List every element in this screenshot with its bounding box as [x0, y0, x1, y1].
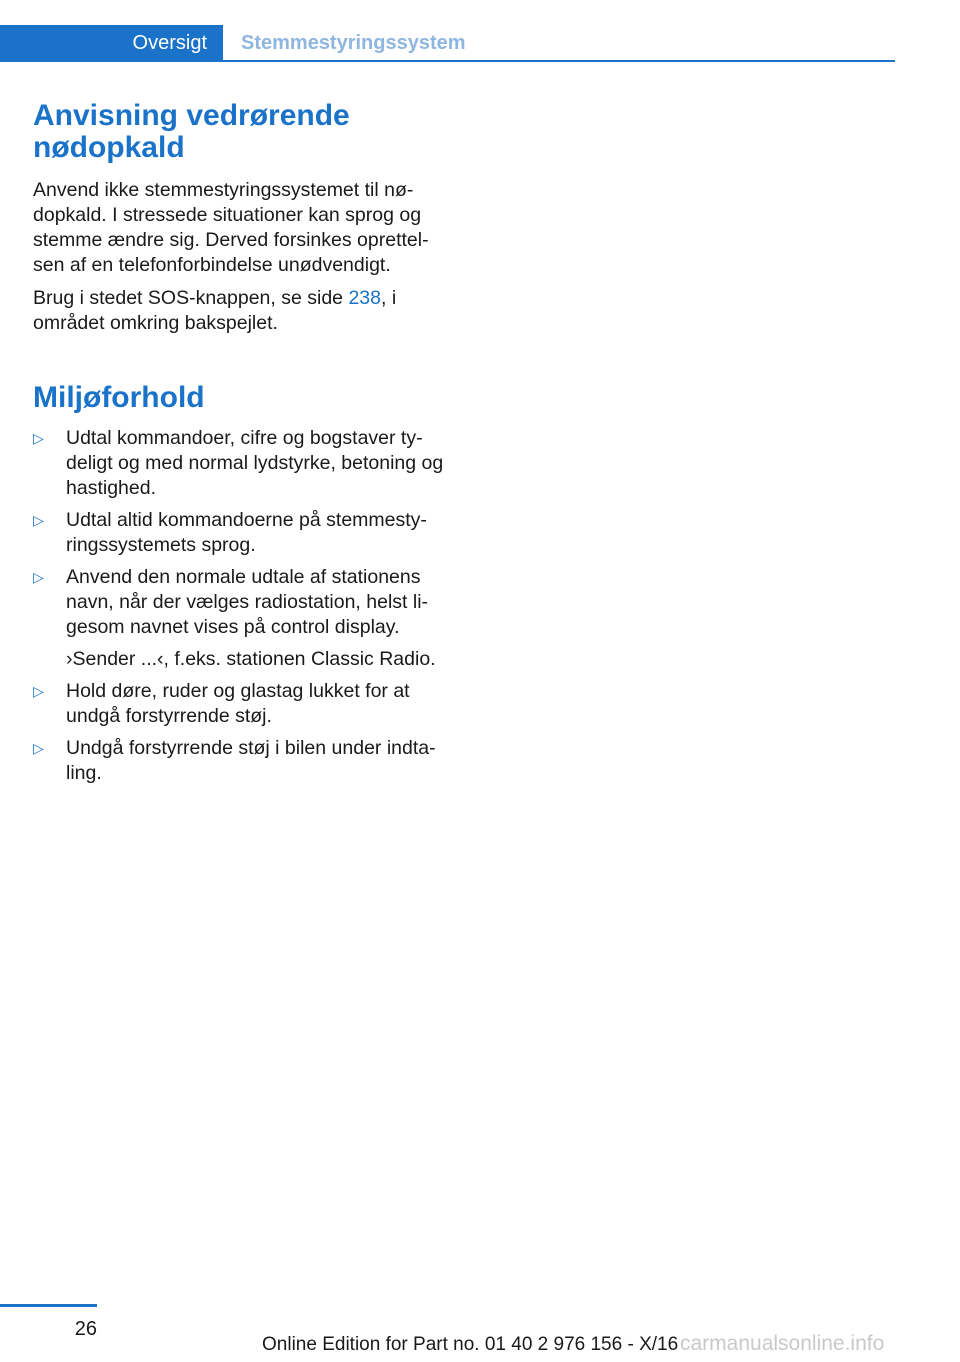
page-content	[33, 100, 453, 793]
list-item-example: ›Sender ...‹, f.eks. stationen Classic Radio.	[66, 648, 436, 670]
watermark: carmanualsonline.info	[680, 1332, 885, 1355]
page-number: 26	[74, 1318, 97, 1340]
header-divider	[0, 60, 895, 62]
list-item-text: Udtal kommandoer, cifre og bogstaver tydeligt og med normal lydstyrke, betoning og hastighed.	[66, 427, 444, 499]
triangle-bullet-icon: ▷	[33, 430, 44, 446]
list-item	[33, 565, 453, 672]
footer-divider	[0, 1304, 97, 1307]
triangle-bullet-icon: ▷	[33, 740, 44, 756]
section-title-emergency: Anvisning vedrørende nødopkald	[33, 99, 350, 164]
list-item	[33, 426, 453, 501]
tab-stemmestyringssystem[interactable]: Stemmestyringssystem	[241, 32, 466, 54]
triangle-bullet-icon: ▷	[33, 512, 44, 528]
list-item-text: Hold døre, ruder og glastag lukket for at undgå forstyrrende støj.	[66, 680, 410, 727]
page-link-238[interactable]: 238	[348, 287, 381, 309]
sos-text-before: Brug i stedet SOS-knappen, se side	[33, 287, 349, 309]
sos-text-after: , i området omkring bakspejlet.	[33, 287, 397, 334]
paragraph-sos-reference	[33, 286, 453, 336]
list-item-text: Undgå forstyrrende støj i bilen under indtaling.	[66, 737, 436, 784]
list-item	[33, 508, 453, 558]
edition-note: Online Edition for Part no. 01 40 2 976 156 - X/16	[262, 1334, 679, 1355]
list-item-text: Udtal altid kommandoerne på stemmestyringssystemets sprog.	[66, 509, 427, 556]
paragraph-emergency-warning: Anvend ikke stemmestyringssystemet til nødopkald. I stressede situationer kan sprog og stemme ændre sig. Derved forsinkes oprettelsen af en telefonforbindelse unødvendigt.	[33, 179, 429, 276]
triangle-bullet-icon: ▷	[33, 569, 44, 585]
list-item-text: Anvend den normale udtale af stationens navn, når der vælges radiostation, helst ligesom navnet vises på control display.	[66, 566, 429, 638]
list-item	[33, 736, 453, 786]
section-title-environment: Miljøforhold	[33, 381, 205, 414]
tab-oversigt[interactable]: Oversigt	[0, 25, 223, 62]
environment-list	[33, 426, 453, 786]
triangle-bullet-icon: ▷	[33, 683, 44, 699]
list-item	[33, 679, 453, 729]
